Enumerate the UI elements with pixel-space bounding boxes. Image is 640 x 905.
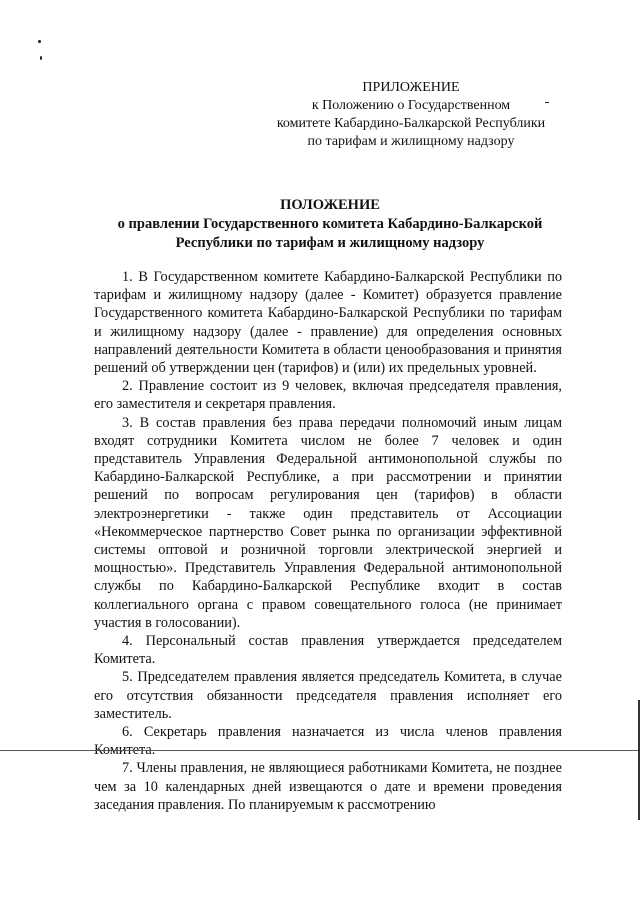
scan-speck: [38, 40, 41, 43]
appendix-line: комитете Кабардино-Балкарской Республики: [276, 116, 546, 131]
paragraph-2: 2. Правление состоит из 9 человек, включая председателя правления, его заместителя и секретаря правления.: [94, 378, 562, 413]
title-subheading: Республики по тарифам и жилищному надзору: [175, 235, 485, 251]
scan-artifact-line: [0, 750, 640, 751]
appendix-line: к Положению о Государственном: [311, 98, 511, 113]
document-body: [94, 268, 562, 814]
appendix-header: [246, 79, 576, 151]
paragraph-4: 4. Персональный состав правления утверждается председателем Комитета.: [94, 633, 562, 668]
title-heading: ПОЛОЖЕНИЕ: [280, 197, 380, 213]
scan-speck: [40, 56, 42, 60]
title-subheading: о правлении Государственного комитета Кабардино-Балкарской: [117, 216, 543, 232]
appendix-label: ПРИЛОЖЕНИЕ: [362, 80, 460, 95]
appendix-line: по тарифам и жилищному надзору: [307, 134, 515, 149]
document-title: [80, 196, 580, 253]
paragraph-6: 6. Секретарь правления назначается из числа членов правления Комитета.: [94, 724, 562, 759]
paragraph-3: 3. В состав правления без права передачи полномочий иным лицам входят сотрудники Комитета числом не более 7 человек и один представитель Управления Федеральной антимонопольной службы по Кабардино-Балкарской Республике, а при рассмотрении и принятии решений по вопросам регулирования цен (тарифов) в области электроэнергетики - также один представитель от Ассоциации «Некоммерческое партнерство Совет рынка по организации эффективной системы оптовой и розничной торговли электрической энергией и мощностью». Представитель Управления Федеральной антимонопольной службы по Кабардино-Балкарской Республике входит в состав коллегиального органа с правом совещательного голоса (не принимает участия в голосовании).: [94, 414, 562, 631]
paragraph-1: 1. В Государственном комитете Кабардино-Балкарской Республики по тарифам и жилищному надзору (далее - Комитет) образуется правление Государственного комитета Кабардино-Балкарской Республики по тарифам и жилищному надзору (далее - правление) для определения основных направлений деятельности Комитета в области ценообразования и принятия решений об утверждении цен (тарифов) и (или) их предельных уровней.: [94, 269, 562, 377]
paragraph-7: 7. Члены правления, не являющиеся работниками Комитета, не позднее чем за 10 календарных дней извещаются о дате и времени проведения заседания правления. По планируемым к рассмотрению: [94, 760, 562, 813]
paragraph-5: 5. Председателем правления является председатель Комитета, в случае его отсутствия обязанности председателя правления исполняет его заместитель.: [94, 669, 562, 722]
